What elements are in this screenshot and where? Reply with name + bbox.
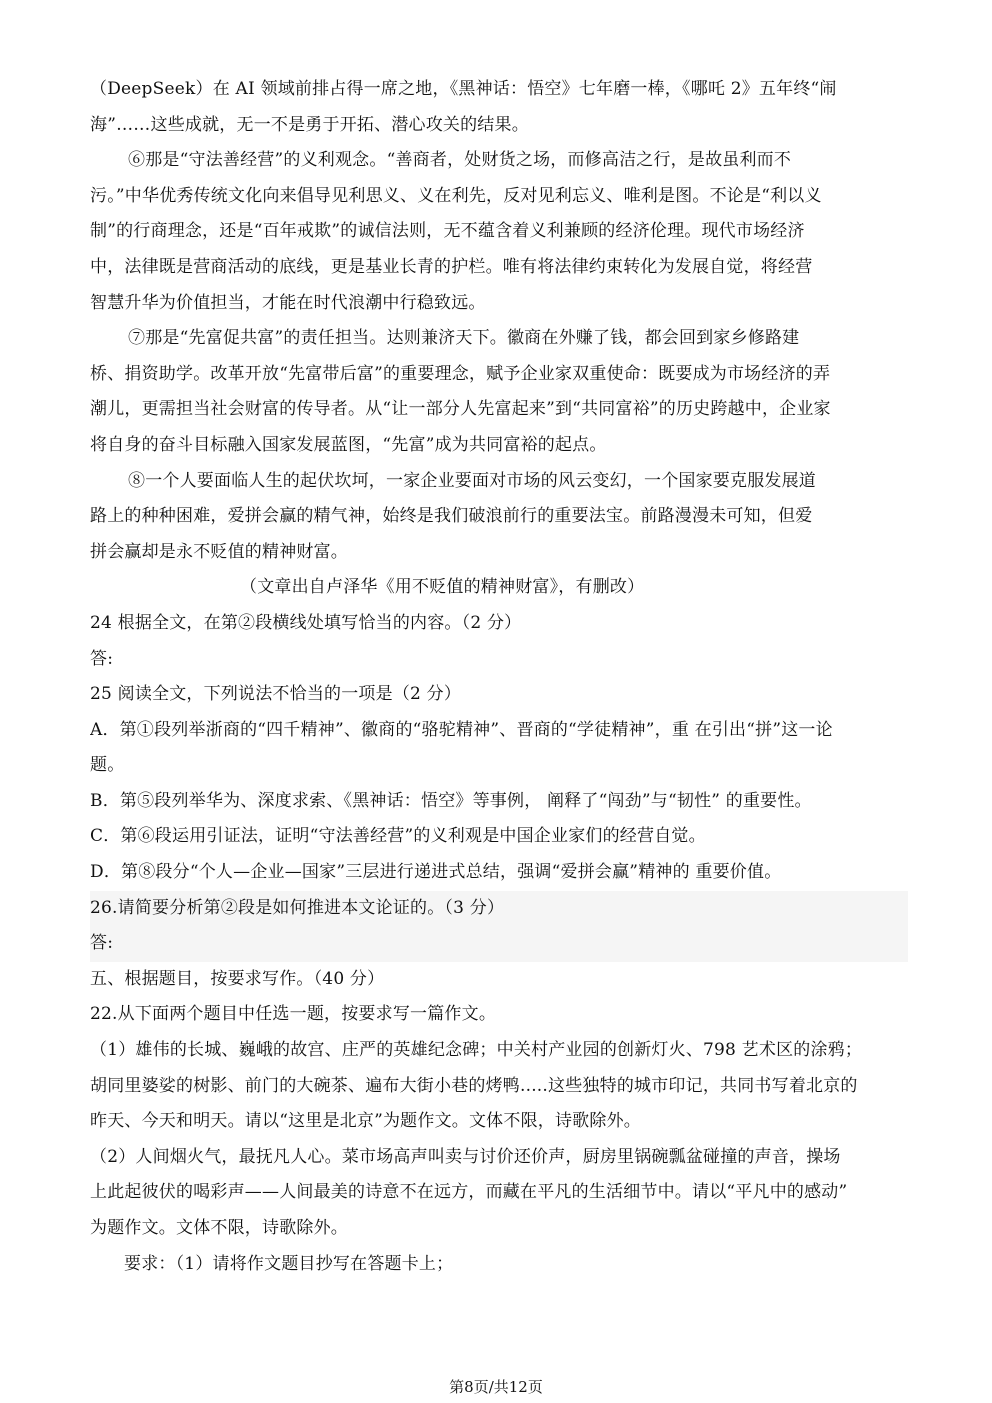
text-line: 制”的行商理念，还是“百年戒欺”的诚信法则，无不蕴含着义利兼顾的经济伦理。现代市场经济 [90,221,805,242]
question-26: 26.请简要分析第②段是如何推进本文论证的。（3 分） [90,891,908,927]
question-24: 24 根据全文，在第②段横线处填写恰当的内容。（2 分） [90,612,522,633]
text-line: 潮儿，更需担当社会财富的传导者。从“让一部分人先富起来”到“共同富裕”的历史跨越中，企业家 [90,399,831,420]
topic-1: （1）雄伟的长城、巍峨的故宫、庄严的英雄纪念碑；中关村产业园的创新灯火、798 艺术区的涂鸦； [90,1040,863,1061]
text-line: （DeepSeek）在 AI 领域前排占得一席之地，《黑神话：悟空》七年磨一棒，《哪吒 2》五年终“闹 [90,79,837,99]
question-25: 25 阅读全文，下列说法不恰当的一项是（2 分） [90,684,462,705]
document-body [90,72,908,1282]
requirements: 要求：（1）请将作文题目抄写在答题卡上； [124,1253,454,1274]
page-number: 第8页/共12页 [449,1378,543,1396]
text-line: 为题作文。文体不限，诗歌除外。 [90,1218,348,1238]
text-line: 将自身的奋斗目标融入国家发展蓝图，“先富”成为共同富裕的起点。 [90,434,607,455]
paragraph-8-start: ⑧一个人要面临人生的起伏坎坷，一家企业要面对市场的风云变幻，一个国家要克服发展道 [128,470,816,491]
text-line: 海”……这些成就，无一不是勇于开拓、潜心攻关的结果。 [90,114,529,135]
answer-label: 答: [90,926,908,962]
text-line: 昨天、今天和明天。请以“这里是北京”为题作文。文体不限，诗歌除外。 [90,1111,641,1132]
answer-label: 答: [90,648,114,669]
text-line: 桥、捐资助学。改革开放“先富带后富”的重要理念，赋予企业家双重使命：既要成为市场经济的弄 [90,363,831,384]
section-five-heading: 五、根据题目，按要求写作。（40 分） [90,968,385,989]
option-b: B．第⑤段列举华为、深度求索、《黑神话：悟空》等事例， 阐释了“闯劲”与“韧性” 的重要性。 [90,790,812,811]
paragraph-7-start: ⑦那是“先富促共富”的责任担当。达则兼济天下。徽商在外赚了钱，都会回到家乡修路建 [128,328,800,349]
paragraph-6-start: ⑥那是“守法善经营”的义利观念。“善商者，处财货之场，而修高洁之行，是故虽利而不 [128,150,792,171]
text-line: 污。”中华优秀传统文化向来倡导见利思义、义在利先，反对见利忘义、唯利是图。不论是“利以义 [90,185,822,206]
text-line: 上此起彼伏的喝彩声——人间最美的诗意不在远方，而藏在平凡的生活细节中。请以“平凡中的感动” [90,1182,848,1203]
option-a: A．第①段列举浙商的“四千精神”、徽商的“骆驼精神”、晋商的“学徒精神”，重 在引出“拼”这一论 [90,719,833,740]
text-line: 路上的种种困难，爱拼会赢的精气神，始终是我们破浪前行的重要法宝。前路漫漫未可知，但爱 [90,506,813,527]
question-22: 22.从下面两个题目中任选一题，按要求写一篇作文。 [90,1004,497,1025]
source-note: （文章出自卢泽华《用不贬值的精神财富》，有删改） [240,577,645,598]
topic-2: （2）人间烟火气，最抚凡人心。菜市场高声叫卖与讨价还价声，厨房里锅碗瓢盆碰撞的声音，操场 [90,1146,841,1167]
text-line: 拼会赢却是永不贬值的精神财富。 [90,541,348,562]
option-d: D．第⑧段分“个人—企业—国家”三层进行递进式总结，强调“爱拼会赢”精神的 重要价值。 [90,862,782,883]
text-line: 胡同里婆娑的树影、前门的大碗茶、遍布大街小巷的烤鸭.....这些独特的城市印记，共同书写着北京的 [90,1075,858,1096]
option-a-cont: 题。 [90,755,125,776]
text-line: 智慧升华为价值担当，才能在时代浪潮中行稳致远。 [90,292,486,313]
text-line: 中，法律既是营商活动的底线，更是基业长青的护栏。唯有将法律约束转化为发展自觉，将经营 [90,256,813,277]
option-c: C．第⑥段运用引证法，证明“守法善经营”的义利观是中国企业家们的经营自觉。 [90,826,706,847]
